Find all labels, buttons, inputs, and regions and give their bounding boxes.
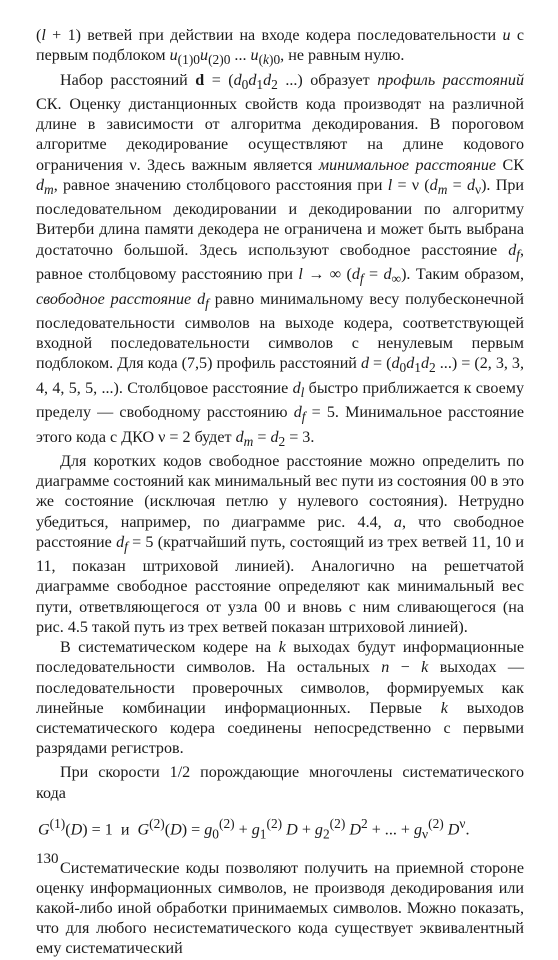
paragraph-4: В систематическом кодере на k выходах будут информационные последовательности символов. На остальных n − k выходах — последовательности проверочных символов, формируемых как линейные комбинации информационных. Первые k выходов систематического кодера соединены непосредственно с первыми разрядами регистров. xyxy=(36,639,525,758)
paragraph-3: Для коротких кодов свободное расстояние можно определить по диаграмме состояний как минимальный вес пути из состояния 00 в это же состояние (исключая петлю у нулевого состояния). Нетрудно убедиться, например, по диаграмме рис. 4.4, а, что свободное расстояние $d_f = 5$ (кратчайший путь, состоящий из трех ветвей 11, 10 и 11, показан штриховой линией). Аналогично на решетчатой диаграмме свободное расстояние определяют как минимальный вес пути, ответвляющегося от узла 00 и вновь с ним сливающегося (на рис. 4.5 такой путь из трех ветвей показан штриховой линией). xyxy=(36,453,524,636)
paragraph-6: Систематические коды позволяют получить на приемной стороне оценку информационных символов, не производя декодирования или какой-либо иной обработки принимаемых символов. Можно показать, что для любого несистематического кода существует эквивалентный ему систематический xyxy=(36,859,524,958)
paragraph-1 xyxy=(36,26,524,71)
paragraph-2: Набор расстояний $d = (d_0d_1d_2$ ...) образует профиль расстояний СК. Оценку дистанционных свойств кода производят на различной длине в зависимости от алгоритма декодирования. В пороговом алгоритме декодирование осуществляют на длине кодового ограничения ν. Здесь важным является минимальное расстояние СК $d_m$, равное значению столбцового расстояния при l = ν $(d_m = d_\nu)$. При последовательном декодировании и декодировании по алгоритму Витерби длина памяти декодера не ограничена и может быть выбрана достаточно большой. Здесь используют свободное расстояние $d_f$, равное столбцовому расстоянию при l → ∞ $(d_f = d_\infty)$. Таким образом, свободное расстояние $d_f$ равно минимальному весу полубесконечной последовательности символов на выходе кодера, соответствующей входной последовательности символов с ненулевым первым подблоком. Для кода (7,5) профиль расстояний $d = (d_0d_1d_2$ ...) = (2, 3, 3, 4, 4, 5, 5, ...). Столбцовое расстояние $d_l$ быстро приближается к своему пределу — свободному расстоянию $d_f = 5$. Минимальное расстояние этого кода с ДКО ν = 2 будет $d_m = d_2 = 3$. xyxy=(36,71,525,449)
generator-polynomial-formula: $G^{(1)}(D) = 1$ и $G^{(2)}(D) = g_0^{(2)} + g_1^{(2)}$ $D + g_2^{(2)}$ $D^2$ + ... + $g_\nu^{(2)}$ $D^\nu$. xyxy=(38,815,470,842)
paragraph-1-text: (l + 1) ветвей при действии на входе кодера последовательности u с первым подблоком $u_{(1)0}u_{(2)0}$ ... $u_{(k)0}$, не равным нулю. xyxy=(36,27,524,68)
page-body xyxy=(36,26,524,960)
page-number: 130 xyxy=(36,851,59,867)
paragraph-5: При скорости 1/2 порождающие многочлены систематического кода xyxy=(36,764,524,802)
